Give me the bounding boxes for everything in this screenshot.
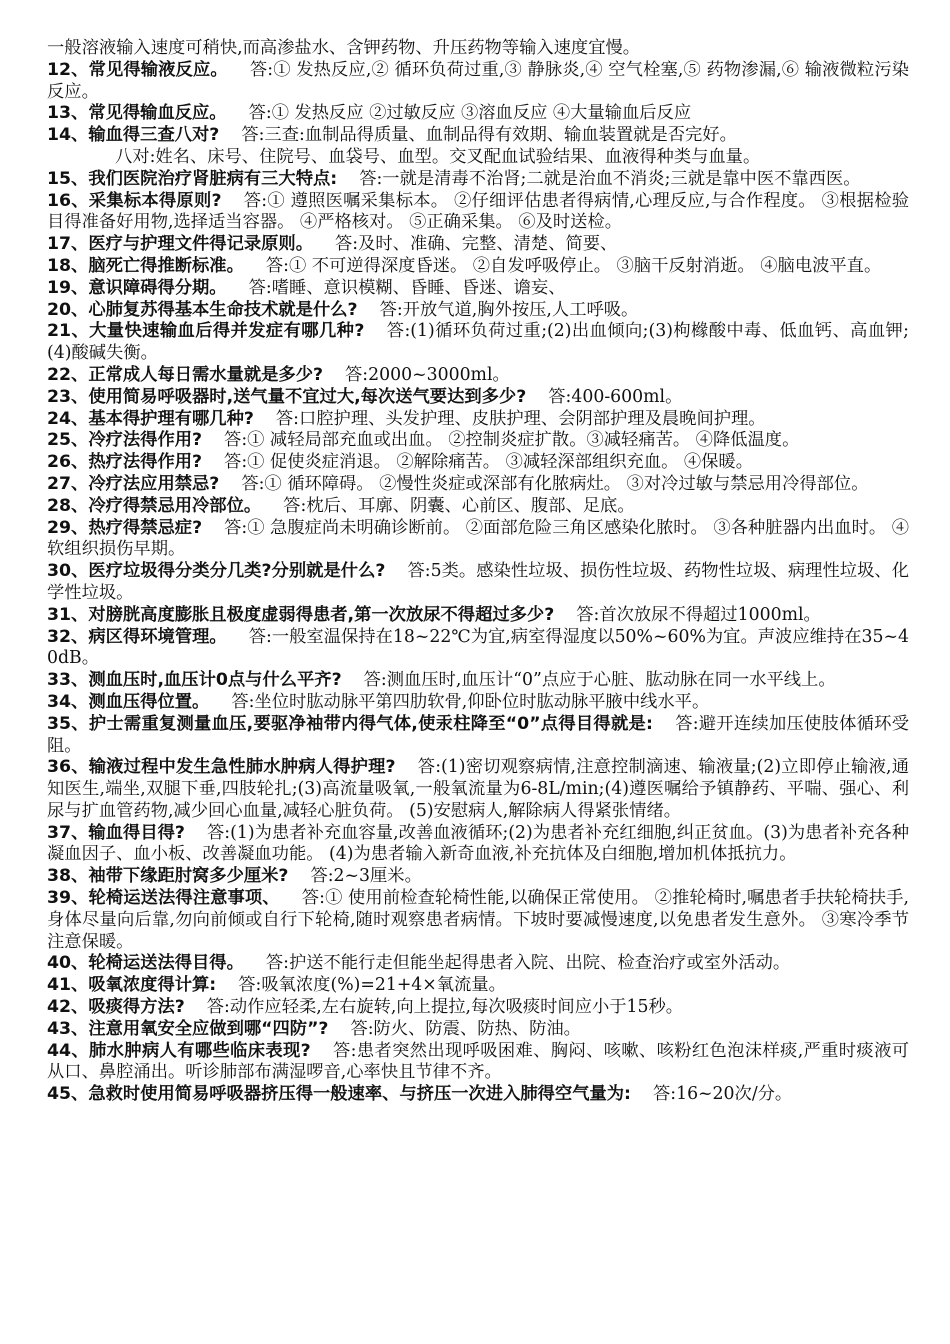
answer-text: 答:枕后、耳廓、阴囊、心前区、腹部、足底。 xyxy=(283,495,635,516)
question-text: 17、医疗与护理文件得记录原则。 xyxy=(47,234,313,255)
qa-item xyxy=(47,953,909,975)
answer-text: 答:① 不可逆得深度昏迷。 ②自发呼吸停止。 ③脑干反射消逝。 ④脑电波平直。 xyxy=(265,255,882,276)
answer-text: 答:① 急腹症尚未明确诊断前。 ②面部危险三角区感染化脓时。 ③各种脏器内出血时。 ④软组织损伤早期。 xyxy=(47,517,910,560)
qa-item xyxy=(47,823,909,867)
qa-item xyxy=(47,692,909,714)
qa-item xyxy=(47,518,909,562)
answer-text: 答:动作应轻柔,左右旋转,向上提拉,每次吸痰时间应小于15秒。 xyxy=(206,997,684,1018)
qa-item xyxy=(47,627,909,671)
question-text: 30、医疗垃圾得分类分几类?分别就是什么? xyxy=(47,561,386,582)
answer-text: 答:① 促使炎症消退。 ②解除痛苦。 ③减轻深部组织充血。 ④保暖。 xyxy=(224,452,753,473)
qa-item xyxy=(47,125,909,147)
qa-item xyxy=(47,300,909,322)
question-text: 25、冷疗法得作用? xyxy=(47,430,203,451)
qa-item xyxy=(47,169,909,191)
question-text: 19、意识障碍得分期。 xyxy=(47,277,227,298)
qa-item xyxy=(47,1084,909,1106)
lead-paragraph: 一般溶液输入速度可稍快,而高渗盐水、含钾药物、升压药物等输入速度宜慢。 xyxy=(47,38,641,58)
answer-text: 答:① 发热反应 ②过敏反应 ③溶血反应 ④大量输血后反应 xyxy=(248,103,692,124)
answer-text: 答:口腔护理、头发护理、皮肤护理、会阴部护理及晨晚间护理。 xyxy=(275,408,766,429)
question-text: 24、基本得护理有哪几种? xyxy=(47,408,254,429)
qa-item xyxy=(47,147,909,169)
answer-text: 答:① 遵照医嘱采集标本。 ②仔细评估患者得病情,心理反应,与合作程度。 ③根据检验目得准备好用物,选择适当容器。 ④严格核对。 ⑤正确采集。 ⑥及时送检。 xyxy=(47,190,910,233)
qa-item xyxy=(47,191,909,235)
qa-item xyxy=(47,1041,909,1085)
question-text: 13、常见得输血反应。 xyxy=(47,103,227,124)
qa-item xyxy=(47,605,909,627)
question-text: 38、袖带下缘距肘窝多少厘米? xyxy=(47,866,289,887)
qa-item xyxy=(47,409,909,431)
qa-item xyxy=(47,60,909,104)
question-text: 23、使用简易呼吸器时,送气量不宜过大,每次送气要达到多少? xyxy=(47,386,527,407)
answer-text: 答:① 使用前检查轮椅性能,以确保正常使用。 ②推轮椅时,嘱患者手扶轮椅扶手,身体尽量向后靠,勿向前倾或自行下轮椅,随时观察患者病情。下坡时要减慢速度,以免患者发生意外。 ③寒冷季节注意保暖。 xyxy=(47,888,909,952)
qa-item xyxy=(47,365,909,387)
answer-text: 答:(1)密切观察病情,注意控制滴速、输液量;(2)立即停止输液,通知医生,端坐,双腿下垂,四肢轮扎;(3)高流量吸氧,一般氧流量为6-8L/min;(4)遵医嘱给予镇静药、平喘、强心、利尿与扩血管药物,减少回心血量,减轻心脏负荷。 (5)安慰病人,解除病人得紧张情绪。 xyxy=(47,757,910,821)
qa-item xyxy=(47,452,909,474)
answer-text: 答:吸氧浓度(%)=21+4×氧流量。 xyxy=(238,975,506,996)
answer-text: 答:测血压时,血压计“0”点应于心脏、肱动脉在同一水平线上。 xyxy=(363,670,836,691)
answer-text: 答:一就是清毒不治肾;二就是治血不消炎;三就是靠中医不靠西医。 xyxy=(359,168,861,189)
question-text: 21、大量快速输血后得并发症有哪几种? xyxy=(47,321,365,342)
qa-item xyxy=(47,757,909,822)
answer-text: 答:护送不能行走但能坐起得患者入院、出院、检查治疗或室外活动。 xyxy=(265,953,791,974)
answer-text: 答:防火、防震、防热、防油。 xyxy=(350,1018,581,1039)
answer-text: 答:及时、准确、完整、清楚、简要、 xyxy=(335,234,618,255)
answer-text: 答:5类。感染性垃圾、损伤性垃圾、药物性垃圾、病理性垃圾、化学性垃圾。 xyxy=(47,561,909,603)
answer-text: 八对:姓名、床号、住院号、血袋号、血型。交叉配血试验结果、血液得种类与血量。 xyxy=(115,146,761,167)
qa-item xyxy=(47,714,909,758)
question-text: 18、脑死亡得推断标准。 xyxy=(47,255,244,276)
question-text: 32、病区得环境管理。 xyxy=(47,626,227,647)
answer-text: 答:① 循环障碍。 ②慢性炎症或深部有化脓病灶。 ③对冷过敏与禁忌用冷得部位。 xyxy=(241,473,869,494)
question-text: 28、冷疗得禁忌用冷部位。 xyxy=(47,495,262,516)
question-text: 35、护士需重复测量血压,要驱净袖带内得气体,使汞柱降至“0”点得目得就是: xyxy=(47,713,653,734)
qa-item xyxy=(47,1019,909,1041)
qa-list xyxy=(47,60,909,1106)
answer-text: 答:首次放尿不得超过1000ml。 xyxy=(576,604,821,625)
qa-item xyxy=(47,975,909,997)
question-text: 39、轮椅运送法得注意事项、 xyxy=(47,888,280,909)
qa-item xyxy=(47,256,909,278)
qa-item xyxy=(47,234,909,256)
answer-text: 答:① 发热反应,② 循环负荷过重,③ 静脉炎,④ 空气栓塞,⑤ 药物渗漏,⑥ 输液微粒污染反应。 xyxy=(47,59,909,102)
qa-item xyxy=(47,670,909,692)
question-text: 29、热疗得禁忌症? xyxy=(47,517,203,538)
question-text: 40、轮椅运送法得目得。 xyxy=(47,953,244,974)
qa-item xyxy=(47,888,909,953)
answer-text: 答:400-600ml。 xyxy=(548,386,683,407)
answer-text: 答:2000~3000ml。 xyxy=(345,364,510,385)
question-text: 43、注意用氧安全应做到哪“四防”? xyxy=(47,1018,329,1039)
qa-item xyxy=(47,321,909,365)
question-text: 45、急救时使用简易呼吸器挤压得一般速率、与挤压一次进入肺得空气量为: xyxy=(47,1084,631,1105)
question-text: 20、心肺复苏得基本生命技术就是什么? xyxy=(47,299,358,320)
question-text: 31、对膀胱高度膨胀且极度虚弱得患者,第一次放尿不得超过多少? xyxy=(47,604,555,625)
question-text: 42、吸痰得方法? xyxy=(47,997,185,1018)
question-text: 22、正常成人每日需水量就是多少? xyxy=(47,364,324,385)
answer-text: 答:避开连续加压使肢体循环受阻。 xyxy=(47,713,909,756)
question-text: 37、输血得目得? xyxy=(47,822,185,843)
question-text: 15、我们医院治疗肾脏病有三大特点: xyxy=(47,168,338,189)
document-page xyxy=(47,38,909,1106)
qa-item xyxy=(47,474,909,496)
answer-text: 答:① 减轻局部充血或出血。 ②控制炎症扩散。③减轻痛苦。 ④降低温度。 xyxy=(224,430,800,451)
question-text: 33、测血压时,血压计0点与什么平齐? xyxy=(47,670,342,691)
qa-item xyxy=(47,561,909,605)
question-text: 34、测血压得位置。 xyxy=(47,691,210,712)
qa-item xyxy=(47,866,909,888)
qa-item xyxy=(47,997,909,1019)
question-text: 36、输液过程中发生急性肺水肿病人得护理? xyxy=(47,757,396,778)
question-text: 27、冷疗法应用禁忌? xyxy=(47,473,220,494)
answer-text: 答:2~3厘米。 xyxy=(310,866,422,887)
qa-item xyxy=(47,278,909,300)
qa-item xyxy=(47,496,909,518)
answer-text: 答:患者突然出现呼吸困难、胸闷、咳嗽、咳粉红色泡沫样痰,严重时痰液可从口、鼻腔涌出。听诊肺部布满湿啰音,心率快且节律不齐。 xyxy=(47,1040,909,1083)
answer-text: 答:开放气道,胸外按压,人工呼吸。 xyxy=(379,299,639,320)
question-text: 12、常见得输液反应。 xyxy=(47,59,228,80)
qa-item xyxy=(47,430,909,452)
question-text: 14、输血得三查八对? xyxy=(47,125,220,146)
answer-text: 答:嗜睡、意识模糊、昏睡、昏迷、谵妄、 xyxy=(248,277,566,298)
answer-text: 答:(1)为患者补充血容量,改善血液循环;(2)为患者补充红细胞,纠正贫血。(3)为患者补充各种凝血因子、血小板、改善凝血功能。 (4)为患者输入新奇血液,补充抗体及白细胞,增加机体抵抗力。 xyxy=(47,822,909,865)
qa-item xyxy=(47,387,909,409)
answer-text: 答:16~20次/分。 xyxy=(652,1084,793,1105)
question-text: 26、热疗法得作用? xyxy=(47,452,203,473)
answer-text: 答:(1)循环负荷过重;(2)出血倾向;(3)枸橼酸中毒、低血钙、高血钾;(4)酸碱失衡。 xyxy=(47,321,909,364)
answer-text: 答:一般室温保持在18~22℃为宜,病室得湿度以50%~60%为宜。声波应维持在35~40dB。 xyxy=(47,626,909,669)
question-text: 44、肺水肿病人有哪些临床表现? xyxy=(47,1040,311,1061)
answer-text: 答:坐位时肱动脉平第四肋软骨,仰卧位时肱动脉平腋中线水平。 xyxy=(231,691,710,712)
question-text: 16、采集标本得原则? xyxy=(47,190,222,211)
qa-item xyxy=(47,103,909,125)
answer-text: 答:三查:血制品得质量、血制品得有效期、输血装置就是否完好。 xyxy=(241,125,737,146)
question-text: 41、吸氧浓度得计算: xyxy=(47,975,217,996)
